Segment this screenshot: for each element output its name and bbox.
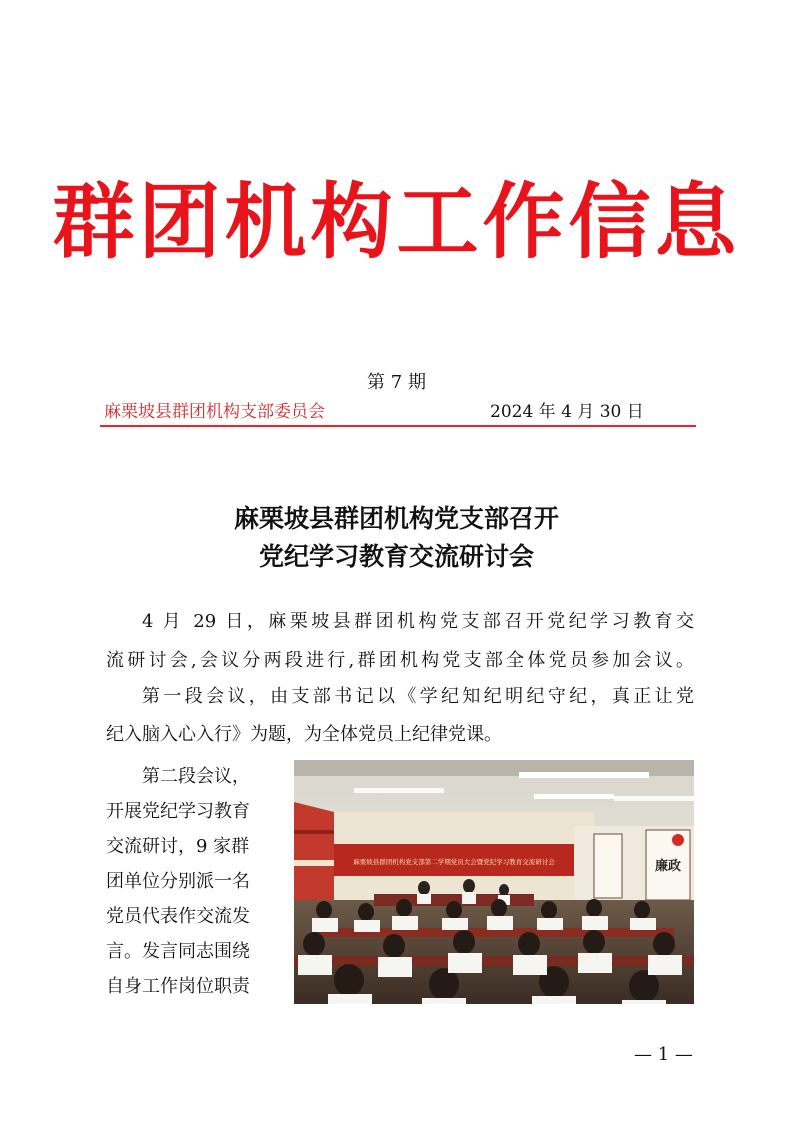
issue-number: 第 7 期 — [367, 372, 426, 393]
meeting-banner-text: 麻栗坡县群团机构党支部第二学期党员大会暨党纪学习教育交流研讨会 — [353, 858, 555, 866]
side-text-line-5: 党员代表作交流发 — [106, 906, 250, 927]
side-text-line-2: 开展党纪学习教育 — [106, 801, 250, 822]
issue-date: 2024 年 4 月 30 日 — [490, 402, 644, 422]
paragraph-1-line-2: 流研讨会,会议分两段进行,群团机构党支部全体党员参加会议。 — [106, 650, 694, 671]
page-number: — 1 — — [634, 1044, 693, 1065]
masthead-title: 群团机构工作信息 — [52, 175, 741, 270]
article-title-line-2: 党纪学习教育交流研讨会 — [258, 542, 534, 571]
wall-calligraphy-text: 廉政 — [654, 859, 682, 874]
header-rule — [100, 425, 696, 427]
side-text-line-6: 言。发言同志围绕 — [106, 941, 250, 962]
side-text-line-7: 自身工作岗位职责 — [106, 976, 250, 997]
side-text-line-1: 第二段会议， — [142, 766, 250, 787]
issuing-organization: 麻栗坡县群团机构支部委员会 — [104, 402, 325, 422]
paragraph-2-line-2: 纪入脑入心入行》为题，为全体党员上纪律党课。 — [106, 724, 502, 745]
article-title-line-1: 麻栗坡县群团机构党支部召开 — [233, 504, 559, 533]
side-text-line-4: 团单位分别派一名 — [106, 871, 250, 892]
side-text-line-3: 交流研讨，9 家群 — [106, 836, 250, 857]
paragraph-1-line-1: 4 月 29 日，麻栗坡县群团机构党支部召开党纪学习教育交 — [142, 611, 694, 632]
paragraph-2-line-1: 第一段会议，由支部书记以《学纪知纪明纪守纪，真正让党 — [142, 686, 694, 707]
meeting-photo — [294, 760, 694, 1004]
